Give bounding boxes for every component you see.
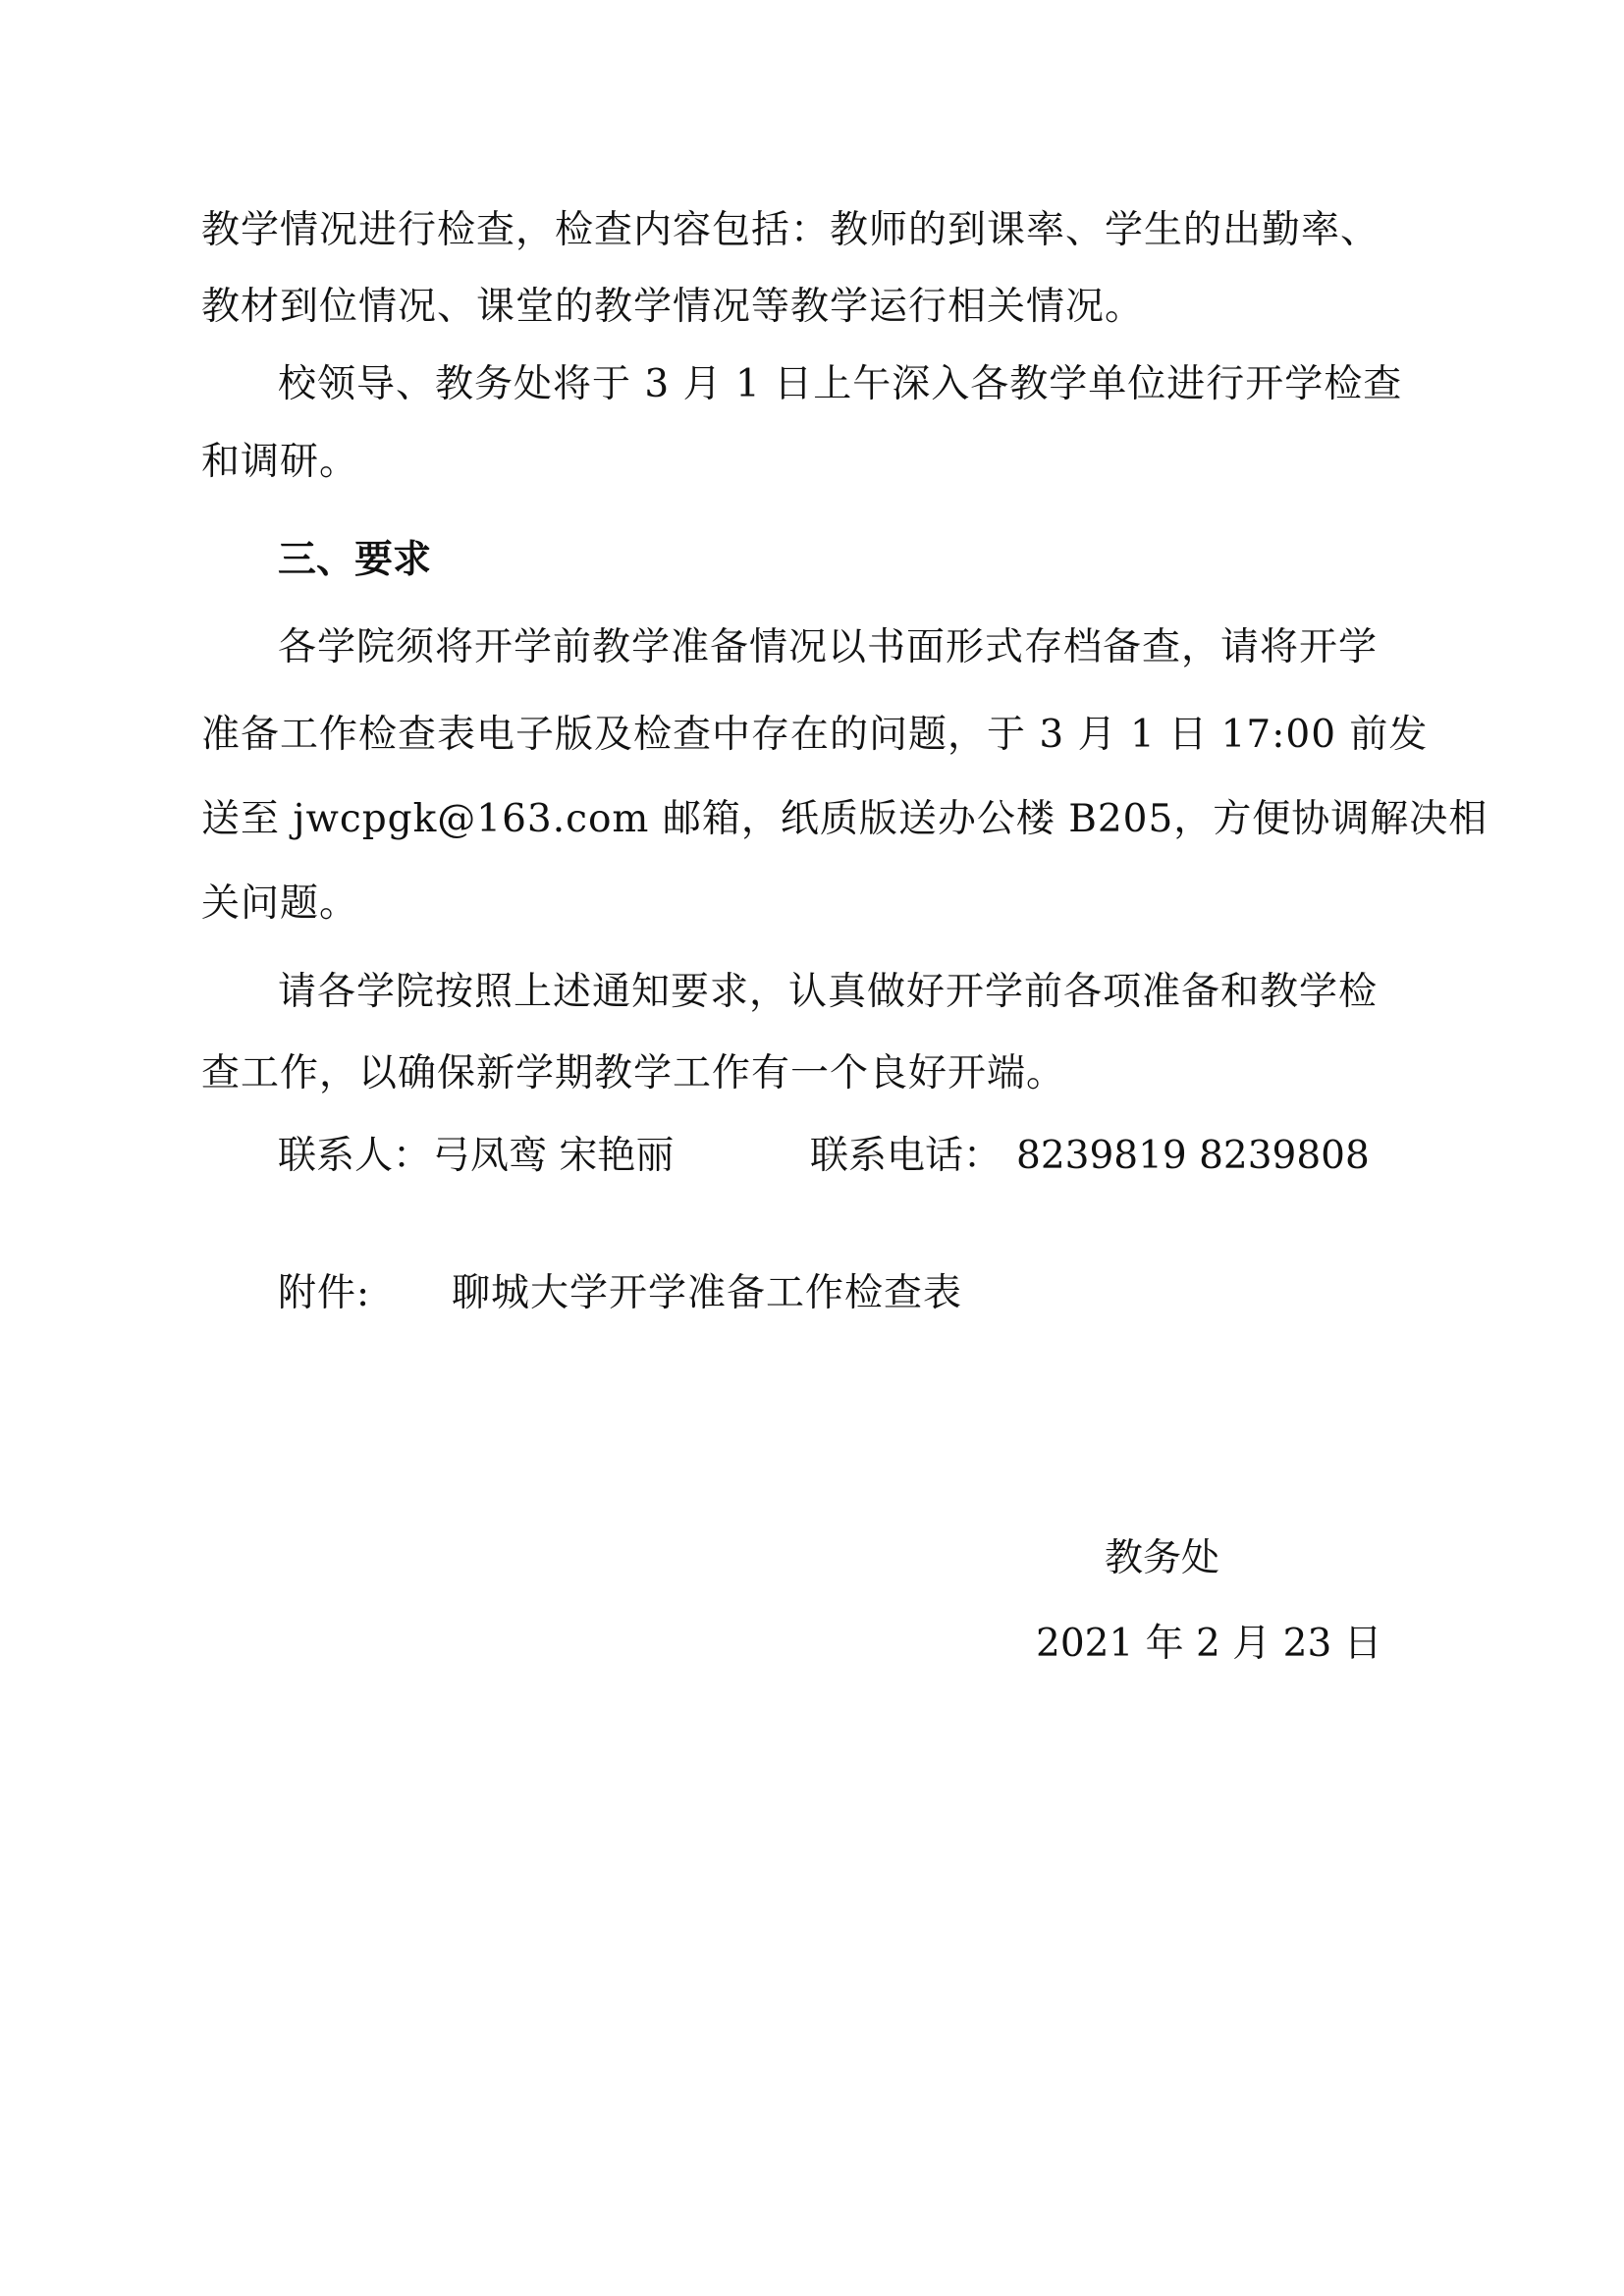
contact-phone-label: 联系电话：: [810, 1134, 1002, 1178]
section-3-heading: 三、要求: [278, 538, 432, 582]
signature-date: 2021 年 2 月 23 日: [1036, 1622, 1382, 1666]
signature-office: 教务处: [1105, 1536, 1220, 1580]
paragraph-3-line-1: 各学院须将开学前教学准备情况以书面形式存档备查，请将开学: [278, 625, 1379, 669]
paragraph-3-line-2: 准备工作检查表电子版及检查中存在的问题，于 3 月 1 日 17:00 前发: [201, 713, 1429, 757]
paragraph-1-line-2: 教材到位情况、课堂的教学情况等教学运行相关情况。: [201, 285, 1145, 329]
paragraph-4-line-1: 请各学院按照上述通知要求，认真做好开学前各项准备和教学检: [278, 970, 1379, 1014]
attachment-title: 聊城大学开学准备工作检查表: [452, 1271, 963, 1315]
contact-person-label: 联系人：: [278, 1134, 432, 1178]
attachment-label: 附件:: [278, 1271, 371, 1315]
paragraph-1-line-1: 教学情况进行检查，检查内容包括：教师的到课率、学生的出勤率、: [201, 208, 1380, 252]
paragraph-4-line-2: 查工作，以确保新学期教学工作有一个良好开端。: [201, 1051, 1066, 1095]
paragraph-2-line-1: 校领导、教务处将于 3 月 1 日上午深入各教学单位进行开学检查: [278, 362, 1403, 406]
paragraph-3-line-3: 送至 jwcpgk@163.com 邮箱，纸质版送办公楼 B205，方便协调解决相: [201, 797, 1489, 841]
contact-persons: 弓凤鸾 宋艳丽: [432, 1134, 675, 1178]
contact-phones: 8239819 8239808: [1016, 1134, 1370, 1178]
paragraph-2-line-2: 和调研。: [201, 440, 359, 484]
paragraph-3-line-4: 关问题。: [201, 881, 359, 926]
